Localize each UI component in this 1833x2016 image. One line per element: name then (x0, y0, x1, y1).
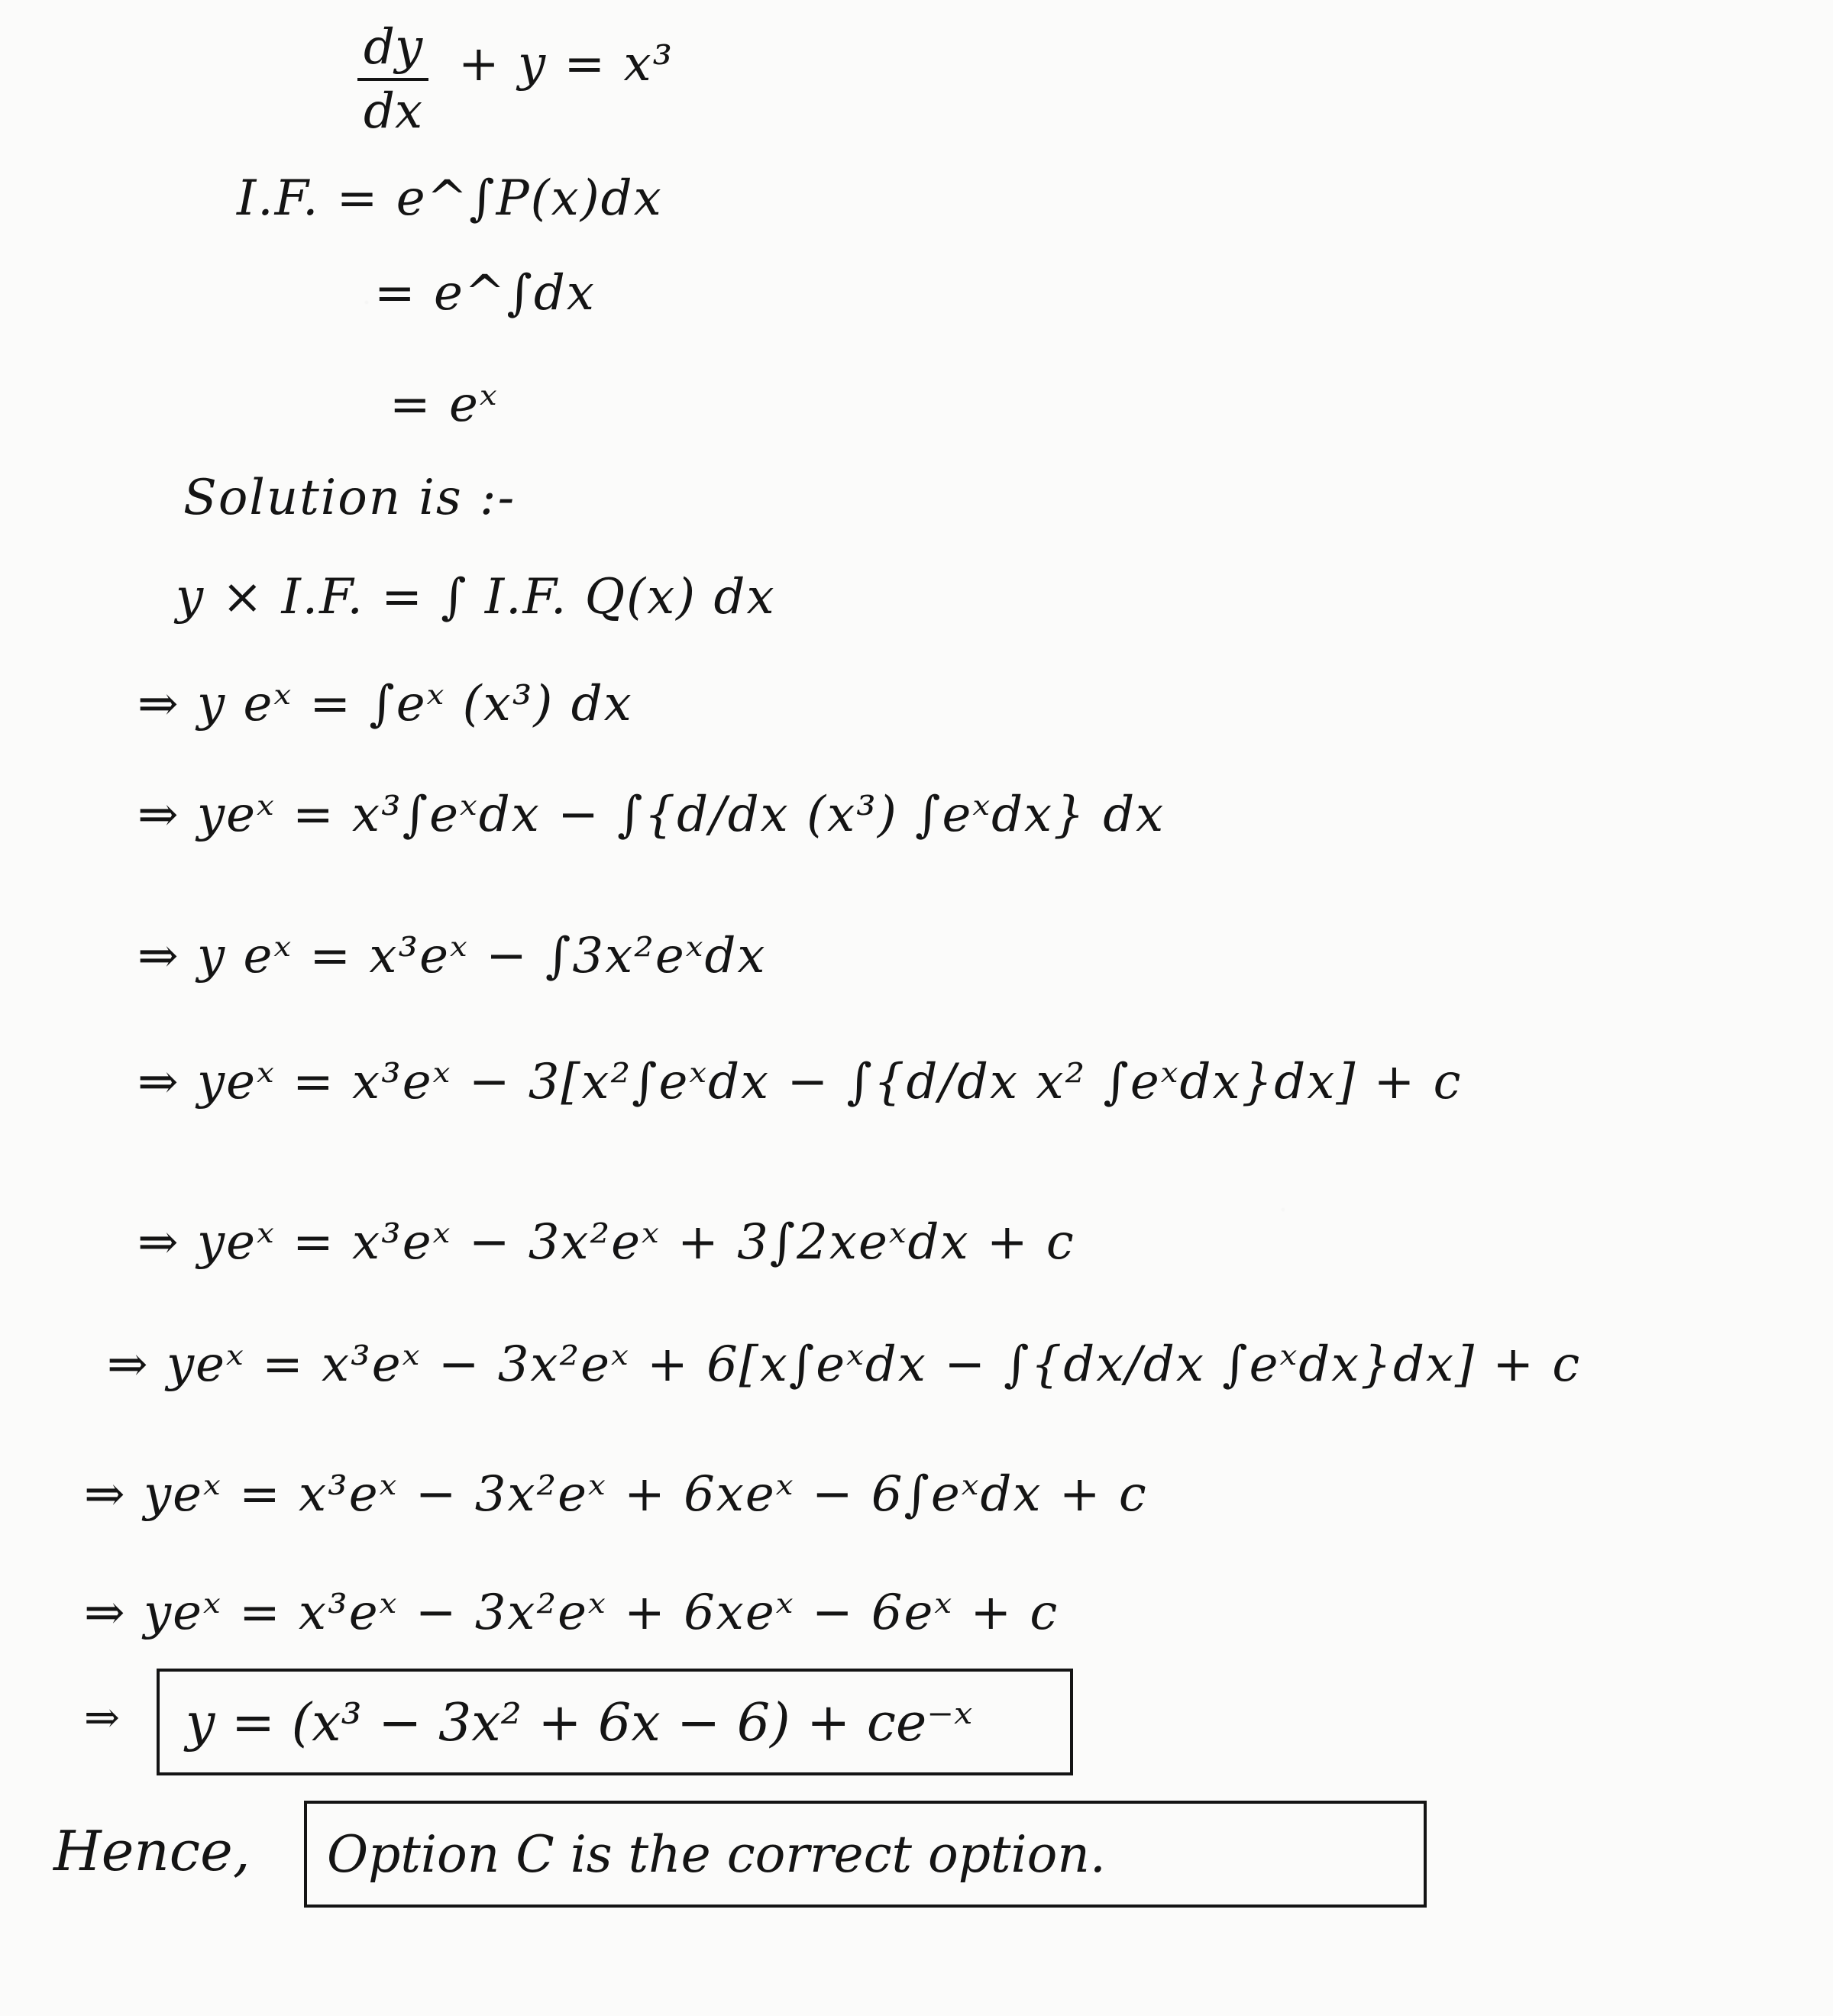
derivative-fraction (357, 19, 428, 140)
solution-step-2: ⇒ y eˣ = ∫eˣ (x³) dx (137, 676, 633, 732)
solution-heading: Solution is :- (183, 470, 516, 526)
solution-step-1: y × I.F. = ∫ I.F. Q(x) dx (176, 569, 776, 625)
derivative-numerator: dy (357, 23, 428, 81)
integrating-factor-line-2: = e^∫dx (374, 265, 596, 321)
final-answer-arrow: ⇒ (84, 1693, 120, 1743)
derivative-denominator: dx (364, 83, 423, 140)
solution-step-6: ⇒ yeˣ = x³eˣ − 3x²eˣ + 3∫2xeˣdx + c (137, 1214, 1075, 1271)
final-answer-box: y = (x³ − 3x² + 6x − 6) + ce⁻ˣ (157, 1669, 1073, 1775)
given-equation-rest: + y = x³ (458, 36, 674, 92)
conclusion-lead: Hence, (53, 1819, 251, 1883)
solution-step-5: ⇒ yeˣ = x³eˣ − 3[x²∫eˣdx − ∫{d/dx x² ∫eˣdx}dx] + c (137, 1054, 1463, 1110)
integrating-factor-line-3: = eˣ (390, 376, 499, 433)
solution-step-7: ⇒ yeˣ = x³eˣ − 3x²eˣ + 6[x∫eˣdx − ∫{dx/dx ∫eˣdx}dx] + c (107, 1336, 1582, 1393)
solution-step-3: ⇒ yeˣ = x³∫eˣdx − ∫{d/dx (x³) ∫eˣdx} dx (137, 787, 1165, 843)
conclusion-box: Option C is the correct option. (304, 1801, 1427, 1908)
integrating-factor-line-1: I.F. = e^∫P(x)dx (237, 170, 663, 227)
solution-step-4: ⇒ y eˣ = x³eˣ − ∫3x²eˣdx (137, 928, 767, 984)
solution-step-8: ⇒ yeˣ = x³eˣ − 3x²eˣ + 6xeˣ − 6∫eˣdx + c (84, 1466, 1148, 1523)
solution-step-9: ⇒ yeˣ = x³eˣ − 3x²eˣ + 6xeˣ − 6eˣ + c (84, 1585, 1059, 1641)
